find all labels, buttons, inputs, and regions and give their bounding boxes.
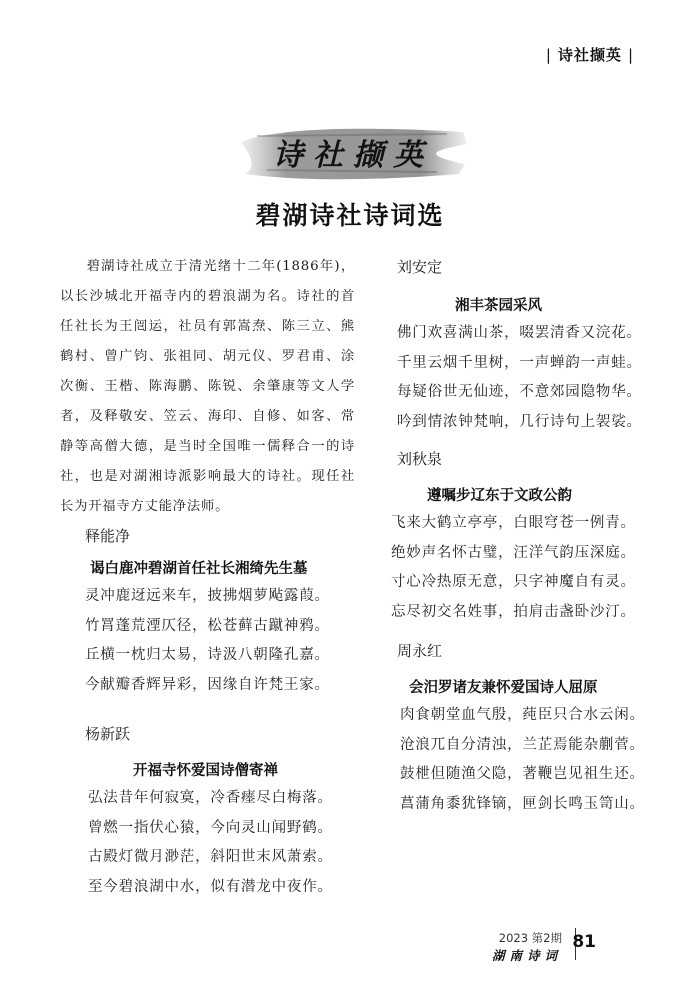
poet-name: 杨新跃 <box>85 725 131 743</box>
poem-line: 至今碧浪湖中水，似有潜龙中夜作。 <box>88 878 333 895</box>
intro-text: 碧湖诗社成立于清光绪十二年(1886年)，以长沙城北开福寺内的碧浪湖为名。诗社的首任社长为王闿运，社员有郭嵩焘、陈三立、熊鹤村、曾广钧、张祖同、胡元仪、罗君甫、涂次衡、王楷、陈海鹏、陈锐、余肇康等文人学者，及释敬安、笠云、海印、自修、如客、常静等高僧大德，是当时全国唯一儒释合一的诗社，也是对湖湘诗派影响最大的诗社。现任社长为开福寺方丈能净法师。 <box>60 259 355 514</box>
poem-line: 每疑俗世无仙迹，不意郊园隐物华。 <box>397 384 642 400</box>
poem-line: 肉食朝堂血气殷，莼臣只合水云闲。 <box>400 707 645 723</box>
poem-block <box>391 447 657 627</box>
header-bar-left: | <box>545 46 552 64</box>
issue-label: 2023 第2期 <box>498 931 562 945</box>
poem-line: 弘法昔年何寂寞，冷香瘗尽白梅落。 <box>88 790 333 806</box>
section-header <box>540 44 640 65</box>
poem-line: 绝妙声名怀古璧，汪洋气韵压深庭。 <box>391 544 636 561</box>
poet-name: 刘秋泉 <box>397 450 443 468</box>
poem-block <box>85 524 345 700</box>
poem-title: 遵嘱步辽东于文政公韵 <box>427 487 572 504</box>
poem-line: 沧浪兀自分清浊，兰芷焉能杂蒯菅。 <box>400 736 645 753</box>
banner-title: 诗社撷英 <box>273 138 433 173</box>
poem-line: 曾燃一指伏心猿，今向灵山闻野鹤。 <box>88 819 333 836</box>
poem-line: 竹罥蓬荒湮仄径，松苍藓古蹴神鸦。 <box>85 617 330 634</box>
poem-line: 吟到情浓钟梵响，几行诗句上袈裟。 <box>397 413 642 430</box>
poem-title: 会汨罗诸友兼怀爱国诗人屈原 <box>409 679 598 696</box>
poet-name: 周永红 <box>397 642 443 660</box>
poem-title: 开福寺怀爱国诗僧寄禅 <box>133 762 278 779</box>
poem-line: 今献瓣香辉异彩，因缘自许梵王家。 <box>85 676 330 693</box>
poem-line: 古殿灯微月渺茫，斜阳世末风萧索。 <box>88 849 333 865</box>
section-label: 诗社撷英 <box>557 46 622 64</box>
poem-title: 谒白鹿冲碧湖首任社长湘绮先生墓 <box>90 560 308 577</box>
intro-paragraph <box>60 252 355 522</box>
poem-line: 忘尽初交名姓事，拍肩击盏卧沙汀。 <box>391 603 636 620</box>
page-number: 81 <box>572 932 596 952</box>
poem-line: 灵冲鹿迓远来车，披拂烟萝飐露葭。 <box>85 588 330 604</box>
poem-line: 千里云烟千里树，一声蝉韵一声蛙。 <box>397 354 642 371</box>
poem-block <box>397 255 657 437</box>
page-title: 碧湖诗社诗词选 <box>255 201 445 230</box>
poet-name: 释能净 <box>85 527 131 545</box>
poem-line: 鼓枻但随渔父隐，著鞭岂见祖生还。 <box>400 766 645 782</box>
poem-line: 寸心冷热原无意，只字神魔自有灵。 <box>391 574 636 590</box>
poem-block <box>85 722 345 902</box>
section-banner <box>237 120 469 184</box>
poem-title: 湘丰茶园采风 <box>455 297 542 314</box>
header-bar-right: | <box>627 46 634 64</box>
poem-line: 菖蒲角黍犹锋镝，匣剑长鸣玉笥山。 <box>400 795 645 812</box>
poet-name: 刘安定 <box>397 258 443 276</box>
journal-name: 湖南诗词 <box>491 948 562 963</box>
poem-line: 佛门欢喜满山茶，啜罢清香又浣花。 <box>397 325 642 341</box>
poem-block <box>397 639 657 819</box>
poem-line: 丘横一枕归太易，诗汲八朝隆孔嘉。 <box>85 647 330 663</box>
poem-line: 飞来大鹤立亭亭，白眼穹苍一例青。 <box>391 515 636 531</box>
